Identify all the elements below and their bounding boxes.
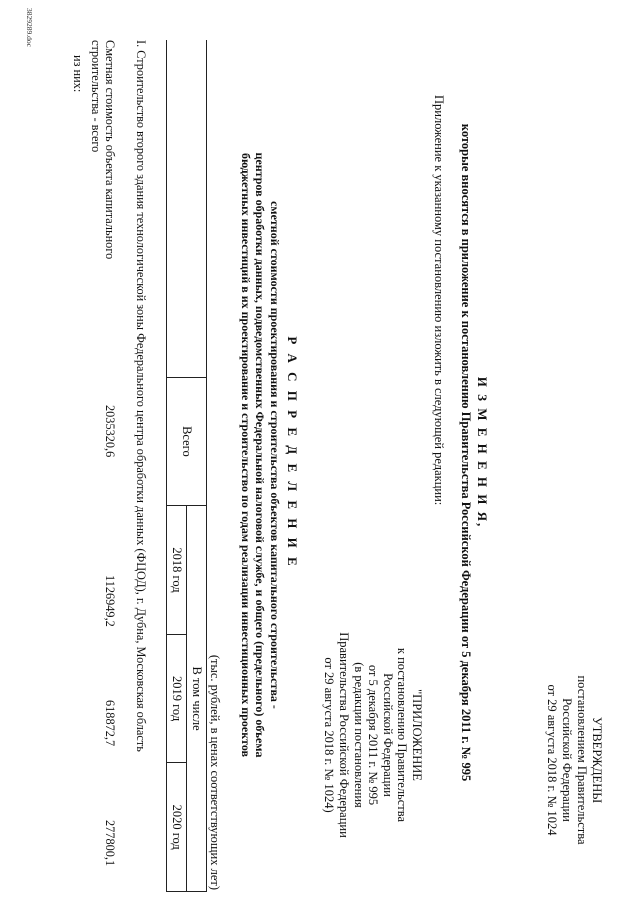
- year-header: 2020 год: [167, 763, 187, 892]
- blank-header-cell: [167, 40, 207, 377]
- value-2019: 618872,7: [103, 700, 117, 747]
- appendix-line: Правительства Российской Федерации: [337, 632, 352, 838]
- approval-line: от 29 августа 2018 г. № 1024: [545, 684, 559, 836]
- distribution-title: Р А С П Р Е Д Е Л Е Н И Е: [285, 336, 300, 569]
- estimate-label: Сметная стоимость объекта капитального строительства - всего: [89, 40, 117, 260]
- year-header: 2019 год: [167, 634, 187, 763]
- total-header: Всего: [167, 377, 207, 506]
- intro-text: Приложение к указанному постановлению изложить в следующей редакции:: [432, 95, 446, 506]
- distribution-line: сметной стоимости проектирования и строительства объектов капитального строительства -: [268, 201, 282, 709]
- distribution-line: центров обработки данных, подведомственных Федеральной налоговой службе, и общего (предельного) объема: [253, 152, 268, 758]
- group-header: В том числе: [187, 506, 207, 892]
- approval-line: постановлением Правительства: [575, 675, 589, 845]
- appendix-block: [322, 575, 424, 895]
- appendix-line: к постановлению Правительства: [395, 647, 410, 823]
- project-title: I. Строительство второго здания технологической зоны Федерального центра обработки данных (ФЦОД), г. Дубна, Московская область: [134, 40, 148, 752]
- header-table: [166, 40, 207, 892]
- changes-subtitle: которые вносятся в приложение к постановлению Правительства Российской Федерации от 5 декабря 2011 г. № 995: [459, 123, 473, 782]
- appendix-line: от 29 августа 2018 г. № 1024): [322, 657, 337, 813]
- distribution-line: бюджетных инвестиций в их проектирование и строительство по годам реализации инвестиционных проектов: [238, 152, 253, 758]
- appendix-line: Российской Федерации: [380, 673, 395, 797]
- value-total: 2035320,6: [103, 405, 117, 458]
- appendix-line: "ПРИЛОЖЕНИЕ: [410, 689, 424, 781]
- distribution-description: [238, 40, 282, 870]
- units-note: (тыс. рублей, в ценах соответствующих лет): [208, 654, 222, 890]
- changes-title: И З М Е Н Е Н И Я,: [475, 376, 490, 529]
- appendix-line: (в редакции постановления: [351, 662, 366, 808]
- value-2020: 277800,1: [103, 820, 117, 867]
- approval-line: УТВЕРЖДЕНЫ: [590, 716, 604, 804]
- document-id: 3829289.doc: [25, 8, 34, 47]
- approval-line: Российской Федерации: [560, 698, 574, 822]
- value-2018: 1126949,2: [103, 575, 117, 627]
- appendix-line: от 5 декабря 2011 г. № 995: [366, 664, 381, 806]
- of-which-label: из них:: [71, 55, 85, 93]
- year-header: 2018 год: [167, 506, 187, 635]
- approval-block: [544, 630, 604, 890]
